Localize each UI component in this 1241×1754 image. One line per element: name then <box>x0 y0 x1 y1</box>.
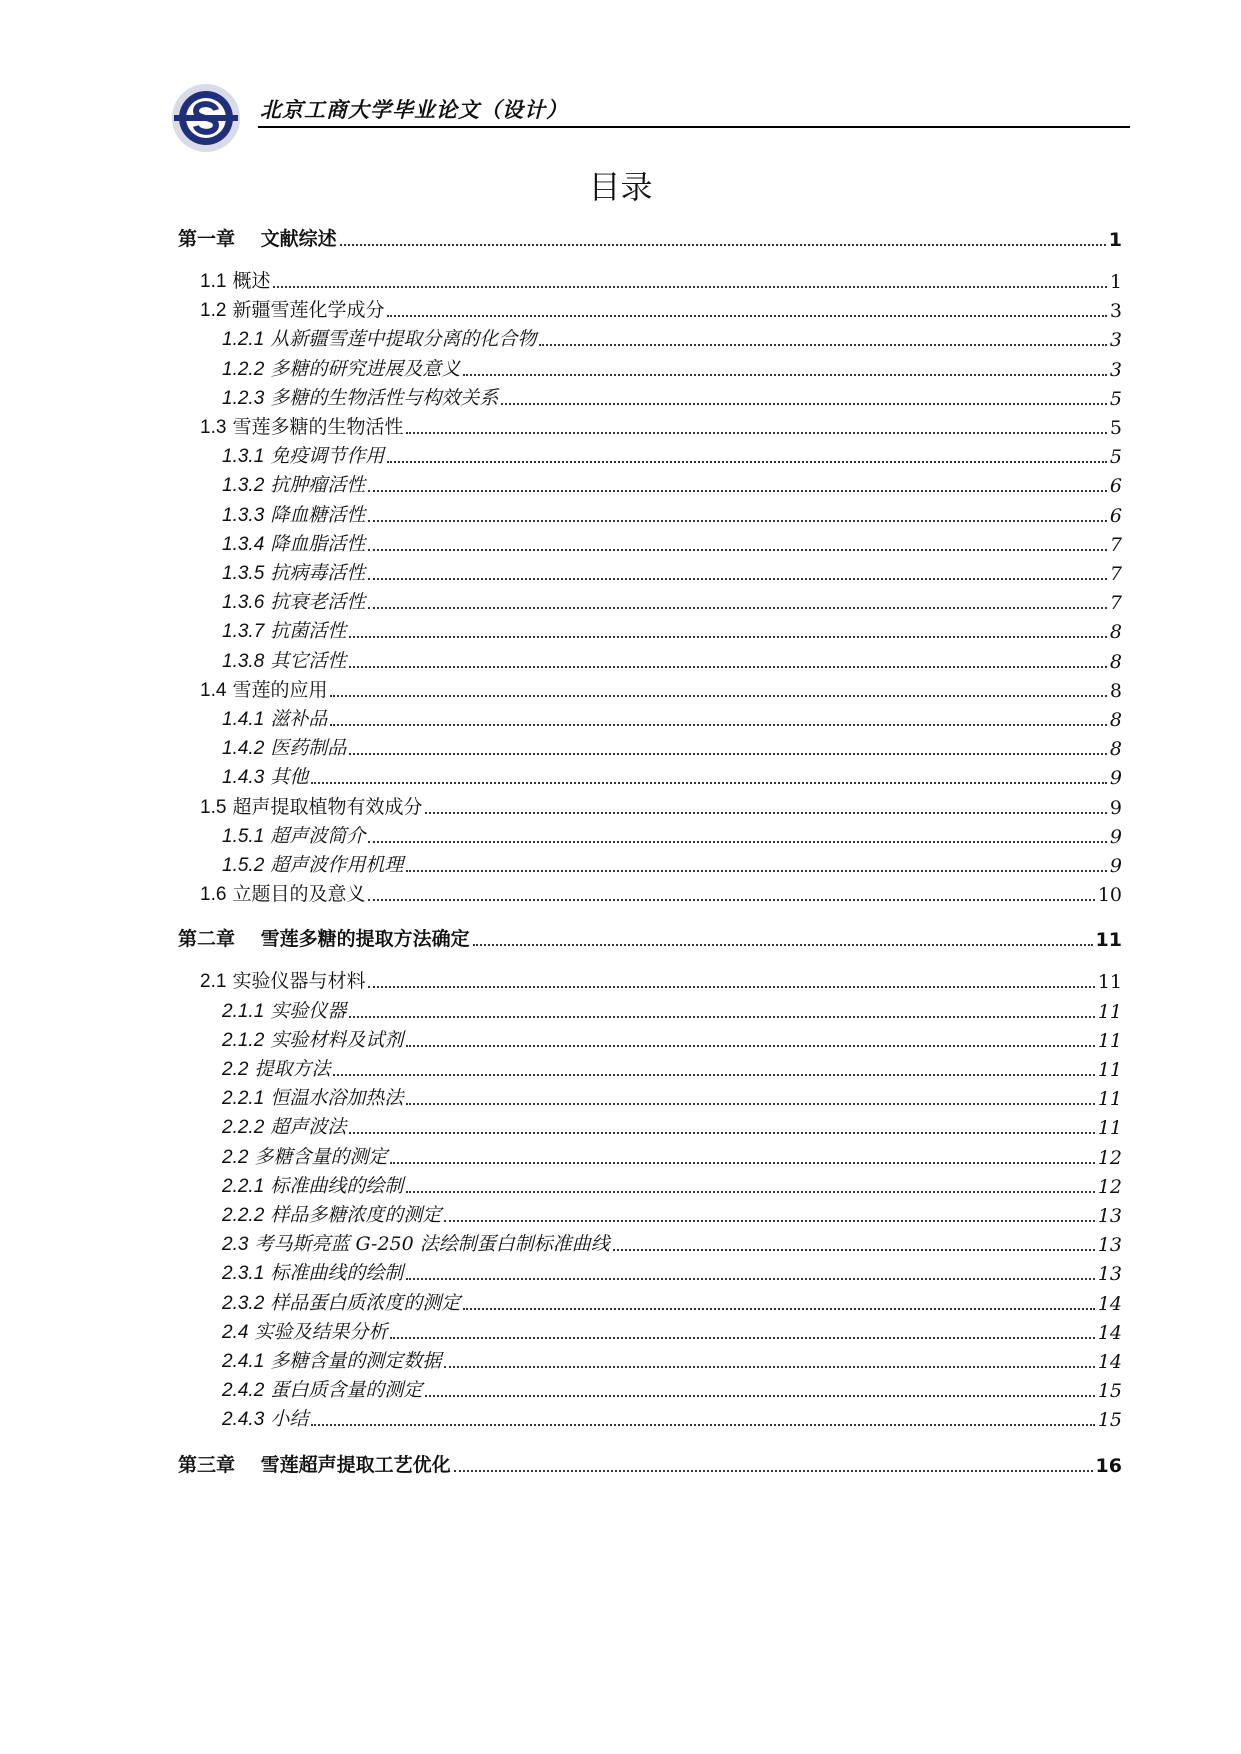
toc-entry-number: 2.2.1 <box>222 1088 265 1110</box>
toc-leader-dots <box>387 315 1106 317</box>
toc-entry-label <box>178 927 470 952</box>
toc-entry-title: 多糖含量的测定 <box>254 1145 388 1168</box>
toc-entry-number: 第二章 <box>178 929 236 951</box>
toc-entry-number: 2.2 <box>222 1146 249 1168</box>
toc-leader-dots <box>501 403 1107 405</box>
toc-entry[interactable] <box>178 731 1122 761</box>
toc-entry[interactable] <box>178 1140 1122 1170</box>
toc-entry-title: 标准曲线的绘制 <box>270 1262 404 1285</box>
toc-entry[interactable] <box>178 848 1122 878</box>
toc-entry-number: 1.3.8 <box>222 650 265 672</box>
toc-page-number: 8 <box>1109 621 1122 644</box>
toc-entry-number: 1.3.2 <box>222 475 265 497</box>
toc-entry-title: 立题目的及意义 <box>232 883 366 906</box>
header-title: 北京工商大学毕业论文（设计） <box>260 98 568 122</box>
toc-entry[interactable] <box>178 819 1122 849</box>
toc-entry-title: 多糖的研究进展及意义 <box>270 357 461 380</box>
toc-entry-title: 多糖的生物活性与构效关系 <box>270 386 499 409</box>
toc-entry[interactable] <box>178 1023 1122 1053</box>
toc-entry-title: 降血脂活性 <box>270 532 366 555</box>
toc-leader-dots <box>349 666 1107 668</box>
toc-leader-dots <box>368 578 1107 580</box>
toc-entry-number: 1.2.3 <box>222 387 265 409</box>
toc-entry-number: 1.4.2 <box>222 738 265 760</box>
toc-page-number: 3 <box>1109 329 1122 352</box>
page-title: 目录 <box>588 168 653 206</box>
toc-entry-number: 第一章 <box>178 229 236 250</box>
toc-entry-number: 1.2.2 <box>222 358 265 380</box>
toc-entry[interactable] <box>178 1081 1122 1111</box>
toc-entry-label <box>178 298 384 323</box>
toc-entry-label <box>178 590 365 615</box>
toc-entry[interactable] <box>178 1198 1122 1228</box>
toc-entry-number: 2.4.1 <box>222 1351 265 1372</box>
toc-leader-dots <box>406 870 1107 872</box>
toc-page-number: 8 <box>1109 738 1122 761</box>
toc-entry-label <box>178 1057 330 1082</box>
toc-entry[interactable] <box>178 322 1122 352</box>
toc-leader-dots <box>387 461 1107 463</box>
toc-entry-number: 2.2 <box>222 1059 249 1080</box>
toc-entry-number: 2.1.2 <box>222 1029 265 1051</box>
toc-entry-label <box>178 561 365 586</box>
toc-leader-dots <box>349 1016 1094 1018</box>
toc-entry-number: 2.4.3 <box>222 1409 265 1431</box>
toc-page-number: 8 <box>1109 679 1122 702</box>
toc-entry-title: 其它活性 <box>270 649 347 672</box>
toc-entry-label <box>178 269 270 294</box>
toc-page-number: 9 <box>1109 855 1122 877</box>
toc-entry-label <box>178 1349 441 1374</box>
toc-leader-dots <box>368 520 1107 522</box>
toc-leader-dots <box>340 244 1106 246</box>
toc-entry-label <box>178 1145 387 1170</box>
toc-entry-number: 第三章 <box>178 1454 236 1476</box>
toc-entry[interactable] <box>178 644 1122 674</box>
toc-entry[interactable] <box>178 585 1122 615</box>
toc-entry-label <box>178 1086 403 1111</box>
toc-leader-dots <box>406 1278 1094 1280</box>
toc-leader-dots <box>368 986 1094 988</box>
toc-leader-dots <box>406 1045 1094 1047</box>
toc-entry[interactable] <box>178 1402 1122 1432</box>
toc-entry[interactable] <box>178 1256 1122 1286</box>
toc-entry[interactable] <box>178 222 1122 252</box>
toc-leader-dots <box>390 1337 1094 1339</box>
toc-entry-label <box>178 1174 403 1199</box>
toc-entry-title: 其他 <box>270 766 309 789</box>
toc-entry-title: 抗菌活性 <box>270 620 347 643</box>
toc-leader-dots <box>349 753 1107 755</box>
toc-page-number: 5 <box>1109 446 1122 469</box>
toc-entry-title: 概述 <box>232 270 271 292</box>
toc-entry[interactable] <box>178 439 1122 469</box>
toc-leader-dots <box>330 724 1107 726</box>
toc-leader-dots <box>444 1220 1094 1222</box>
toc-entry-title: 实验材料及试剂 <box>270 1028 404 1051</box>
toc-entry[interactable] <box>178 760 1122 790</box>
toc-page-number: 8 <box>1109 650 1122 673</box>
toc-page-number: 15 <box>1097 1409 1122 1432</box>
toc-page-number: 9 <box>1109 825 1122 848</box>
toc-entry-number: 1.4 <box>200 679 227 701</box>
toc-entry-number: 2.2.1 <box>222 1175 265 1197</box>
toc-leader-dots <box>406 432 1106 434</box>
toc-entry-label <box>178 1203 441 1228</box>
toc-page-number: 13 <box>1097 1205 1122 1227</box>
toc-leader-dots <box>425 1395 1094 1397</box>
toc-entry-label <box>178 1453 451 1478</box>
toc-leader-dots <box>406 1103 1094 1105</box>
toc-leader-dots <box>406 1191 1094 1193</box>
toc-entry[interactable] <box>178 352 1122 382</box>
toc-entry-title: 雪莲超声提取工艺优化 <box>260 1453 451 1476</box>
toc-entry-title: 文献综述 <box>260 228 337 250</box>
toc-entry-label <box>178 415 403 440</box>
toc-entry-label <box>178 444 384 469</box>
toc-entry-number: 2.4 <box>222 1321 249 1343</box>
toc-entry-label <box>178 1115 346 1140</box>
toc-entry-label <box>178 795 422 820</box>
toc-entry-number: 2.3.1 <box>222 1263 265 1285</box>
toc-entry[interactable] <box>178 1448 1122 1478</box>
toc-entry-title: 新疆雪莲化学成分 <box>232 299 385 322</box>
toc-leader-dots <box>454 1470 1093 1472</box>
toc-page-number: 16 <box>1095 1454 1122 1477</box>
toc-page-number: 11 <box>1097 1029 1122 1052</box>
toc-entry-label <box>178 1378 422 1403</box>
toc-entry[interactable] <box>178 702 1122 732</box>
toc-entry-title: 样品多糖浓度的测定 <box>270 1204 442 1226</box>
toc-entry[interactable] <box>178 381 1122 411</box>
toc-page-number: 14 <box>1097 1321 1122 1344</box>
toc-leader-dots <box>473 944 1093 946</box>
toc-entry-number: 2.2.2 <box>222 1205 265 1226</box>
toc-entry[interactable] <box>178 877 1122 907</box>
toc-page-number: 7 <box>1109 533 1122 556</box>
toc-entry-title: 抗肿瘤活性 <box>270 474 366 497</box>
toc-entry-title: 抗病毒活性 <box>270 562 366 584</box>
toc-entry[interactable] <box>178 1052 1122 1082</box>
toc-entry-number: 2.3 <box>222 1234 249 1256</box>
page-header <box>170 82 1130 154</box>
toc-entry[interactable] <box>178 1169 1122 1199</box>
toc-entry-number: 2.4.2 <box>222 1380 265 1402</box>
toc-entry-number: 1.3.7 <box>222 621 265 643</box>
toc-entry[interactable] <box>178 1315 1122 1345</box>
toc-leader-dots <box>390 1162 1094 1164</box>
toc-leader-dots <box>311 782 1107 784</box>
toc-entry-number: 1.3.4 <box>222 533 265 555</box>
toc-page-number: 12 <box>1097 1175 1122 1198</box>
toc-entry-label <box>178 649 346 674</box>
toc-entry[interactable] <box>178 293 1122 323</box>
toc-entry[interactable] <box>178 994 1122 1024</box>
toc-entry[interactable] <box>178 498 1122 528</box>
toc-entry-number: 1.3 <box>200 417 227 438</box>
toc-entry-label <box>178 882 365 907</box>
toc-entry-title: 雪莲多糖的提取方法确定 <box>260 928 470 951</box>
toc-entry-number: 1.5 <box>200 796 227 818</box>
toc-entry-number: 1.1 <box>200 271 227 292</box>
toc-entry-title: 滋补品 <box>270 708 328 730</box>
toc-entry[interactable] <box>178 556 1122 586</box>
toc-entry-label <box>178 853 403 878</box>
toc-page-number: 9 <box>1109 767 1122 790</box>
toc-entry-title: 恒温水浴加热法 <box>270 1087 404 1110</box>
toc-entry-title: 免疫调节作用 <box>270 445 385 468</box>
toc-entry-title: 实验及结果分析 <box>254 1320 388 1343</box>
toc-leader-dots <box>333 1074 1094 1076</box>
toc-page-number: 11 <box>1097 1117 1122 1140</box>
toc-entry-label <box>178 707 327 732</box>
toc-leader-dots <box>425 812 1106 814</box>
toc-leader-dots <box>463 1308 1094 1310</box>
toc-page-number: 3 <box>1109 358 1122 381</box>
toc-entry-number: 2.1.1 <box>222 1000 265 1022</box>
toc-entry-title: 超声波作用机理 <box>270 854 404 876</box>
toc-leader-dots <box>349 1132 1094 1134</box>
toc-entry-title: 多糖含量的测定数据 <box>270 1350 442 1372</box>
toc-entry-number: 1.3.3 <box>222 504 265 526</box>
toc-leader-dots <box>368 899 1094 901</box>
toc-page-number: 8 <box>1109 709 1122 731</box>
toc-page-number: 11 <box>1097 1059 1122 1081</box>
toc-page-number: 11 <box>1095 929 1122 952</box>
toc-entry-number: 1.5.1 <box>222 825 265 847</box>
toc-entry-number: 1.3.1 <box>222 446 265 468</box>
toc-entry-label <box>178 1232 610 1257</box>
toc-entry-title: 蛋白质含量的测定 <box>270 1379 423 1402</box>
toc-entry-label <box>178 1261 403 1286</box>
toc-entry-title: 超声波简介 <box>270 824 366 847</box>
toc-entry-title: 提取方法 <box>254 1058 331 1080</box>
toc-entry-number: 1.3.6 <box>222 592 265 614</box>
toc-page-number: 11 <box>1097 1000 1122 1023</box>
toc-page-number: 7 <box>1109 563 1122 585</box>
toc-entry-title: 小结 <box>270 1408 309 1431</box>
toc-entry[interactable] <box>178 1286 1122 1316</box>
toc-entry-label <box>178 1028 403 1053</box>
toc-entry-title: 从新疆雪莲中提取分离的化合物 <box>270 328 537 351</box>
toc-entry[interactable] <box>178 1344 1122 1374</box>
toc-leader-dots <box>311 1424 1094 1426</box>
toc-entry-label <box>178 736 346 761</box>
toc-entry-title: 实验仪器与材料 <box>232 970 366 993</box>
toc-entry-label <box>178 503 365 528</box>
toc-entry-title: 考马斯亮蓝 G-250 法绘制蛋白制标准曲线 <box>254 1233 610 1256</box>
toc-entry[interactable] <box>178 1110 1122 1140</box>
toc-entry-title: 抗衰老活性 <box>270 591 366 614</box>
toc-entry[interactable] <box>178 468 1122 498</box>
toc-entry[interactable] <box>178 673 1122 703</box>
toc-entry-label <box>178 678 327 703</box>
toc-leader-dots <box>368 607 1107 609</box>
toc-entry-title: 实验仪器 <box>270 999 347 1022</box>
toc-page-number: 6 <box>1109 504 1122 527</box>
toc-entry-label <box>178 999 346 1024</box>
toc-entry-label <box>178 473 365 498</box>
toc-entry[interactable] <box>178 527 1122 557</box>
toc-leader-dots <box>330 695 1106 697</box>
toc-page-number: 7 <box>1109 592 1122 615</box>
toc-page-number: 13 <box>1097 1263 1122 1286</box>
toc-entry[interactable] <box>178 1227 1122 1257</box>
toc-page-number: 11 <box>1097 1088 1122 1111</box>
toc-entry-label <box>178 357 460 382</box>
toc-page-number: 12 <box>1097 1146 1122 1169</box>
toc-entry-label <box>178 227 337 252</box>
toc-entry[interactable] <box>178 614 1122 644</box>
toc-page-number: 5 <box>1109 417 1122 439</box>
toc-leader-dots <box>613 1249 1095 1251</box>
toc-leader-dots <box>539 344 1107 346</box>
toc-page-number: 9 <box>1109 796 1122 819</box>
toc-entry-label <box>178 969 365 994</box>
toc-entry-number: 1.2.1 <box>222 329 265 351</box>
toc-entry-label <box>178 532 365 557</box>
toc-page-number: 3 <box>1109 300 1122 323</box>
toc-entry-title: 雪莲的应用 <box>232 678 328 701</box>
toc-entry-title: 样品蛋白质浓度的测定 <box>270 1291 461 1314</box>
toc-entry[interactable] <box>178 410 1122 440</box>
toc-entry-number: 1.2 <box>200 300 227 322</box>
toc-entry-number: 2.2.2 <box>222 1117 265 1139</box>
toc-leader-dots <box>444 1366 1094 1368</box>
toc-entry-number: 2.3.2 <box>222 1292 265 1314</box>
toc-entry-title: 超声波法 <box>270 1116 347 1139</box>
toc-page-number: 11 <box>1097 971 1122 994</box>
toc-entry-label <box>178 1407 308 1432</box>
toc-entry-title: 降血糖活性 <box>270 503 366 526</box>
toc-entry[interactable] <box>178 1373 1122 1403</box>
toc-entry-label <box>178 327 536 352</box>
toc-entry[interactable] <box>178 790 1122 820</box>
toc-entry-label <box>178 765 308 790</box>
toc-page-number: 10 <box>1097 884 1122 907</box>
toc-page-number: 15 <box>1097 1380 1122 1403</box>
toc-entry-number: 1.6 <box>200 884 227 906</box>
toc-entry-number: 1.5.2 <box>222 855 265 876</box>
toc-page-number: 6 <box>1109 475 1122 498</box>
toc-page-number: 1 <box>1109 271 1122 293</box>
toc-entry-number: 2.1 <box>200 971 227 993</box>
toc-entry-title: 标准曲线的绘制 <box>270 1174 404 1197</box>
toc-page-number: 5 <box>1109 387 1122 410</box>
toc-entry-title: 医药制品 <box>270 737 347 760</box>
toc-entry-label <box>178 386 498 411</box>
toc-entry-label <box>178 1320 387 1345</box>
university-logo-icon <box>170 82 242 154</box>
header-divider <box>258 126 1130 128</box>
toc-entry-label <box>178 824 365 849</box>
toc-entry-label <box>178 619 346 644</box>
toc-entry-number: 1.3.5 <box>222 563 265 584</box>
toc-leader-dots <box>368 549 1107 551</box>
toc-entry-number: 1.4.1 <box>222 709 265 730</box>
toc-leader-dots <box>368 490 1107 492</box>
toc-entry-number: 1.4.3 <box>222 767 265 789</box>
toc-page-number: 14 <box>1097 1351 1122 1373</box>
toc-page-number: 13 <box>1097 1234 1122 1257</box>
toc-entry-title: 雪莲多糖的生物活性 <box>232 416 404 438</box>
toc-page-number: 14 <box>1097 1292 1122 1315</box>
toc-entry[interactable] <box>178 964 1122 994</box>
toc-leader-dots <box>273 286 1106 288</box>
toc-entry[interactable] <box>178 264 1122 294</box>
toc-page-number: 1 <box>1108 229 1122 251</box>
toc-entry[interactable] <box>178 922 1122 952</box>
toc-leader-dots <box>349 636 1107 638</box>
toc-leader-dots <box>368 841 1107 843</box>
toc-entry-label <box>178 1291 460 1316</box>
toc-leader-dots <box>463 374 1107 376</box>
toc-entry-title: 超声提取植物有效成分 <box>232 795 423 818</box>
